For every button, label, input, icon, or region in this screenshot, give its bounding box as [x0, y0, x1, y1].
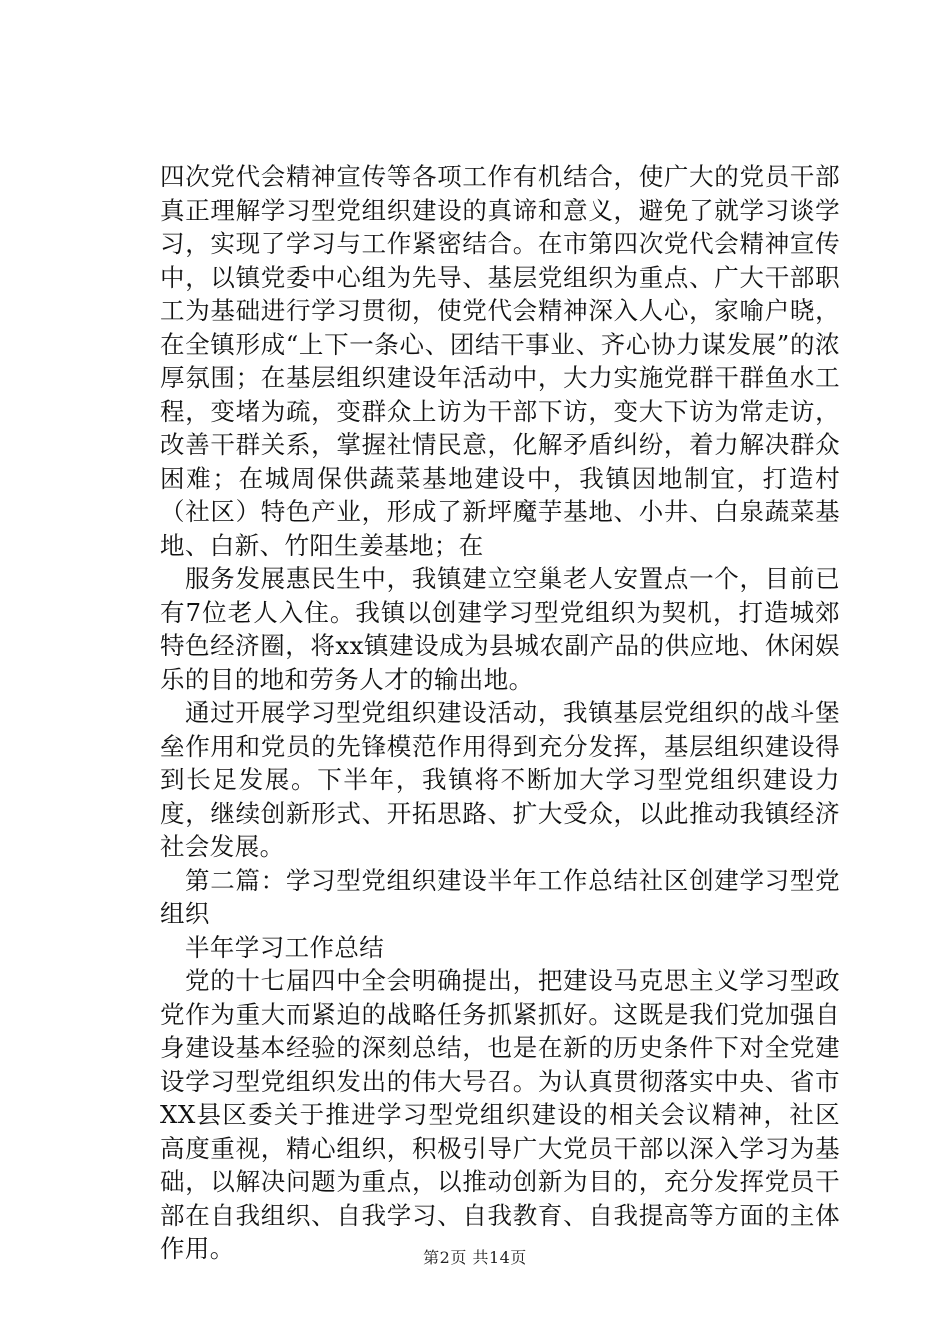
section-subtitle: 半年学习工作总结: [185, 932, 385, 962]
paragraph-1: 四次党代会精神宣传等各项工作有机结合，使广大的党员干部真正理解学习型党组织建设的真谛和意义，避免了就学习谈学习，实现了学习与工作紧密结合。在市第四次党代会精神宣传中，以镇党委中心组为先导、基层党组织为重点、广大干部职工为基础进行学习贯彻，使党代会精神深入人心，家喻户晓，在全镇形成“上下一条心、团结干事业、齐心协力谋发展”的浓厚氛围；在基层组织建设年活动中，大力实施党群干群鱼水工程，变堵为疏，变群众上访为干部下访，变大下访为常走访，改善干群关系，掌握社情民意，化解矛盾纠纷，着力解决群众困难；在城周保供蔬菜基地建设中，我镇因地制宜，打造村（社区）特色产业，形成了新坪魔芋基地、小井、白泉蔬菜基地、白新、竹阳生姜基地；在: [160, 162, 840, 560]
paragraph-3: 通过开展学习型党组织建设活动，我镇基层党组织的战斗堡垒作用和党员的先锋模范作用得到充分发挥，基层组织建设得到长足发展。下半年，我镇将不断加大学习型党组织建设力度，继续创新形式、开拓思路、扩大受众，以此推动我镇经济社会发展。: [160, 698, 840, 861]
document-body: [160, 160, 840, 1266]
section-heading: 第二篇：学习型党组织建设半年工作总结社区创建学习型党组织: [160, 865, 840, 928]
paragraph-6: 党的十七届四中全会明确提出，把建设马克思主义学习型政党作为重大而紧迫的战略任务抓紧抓好。这既是我们党加强自身建设基本经验的深刻总结，也是在新的历史条件下对全党建设学习型党组织发出的伟大号召。为认真贯彻落实中央、省市XX县区委关于推进学习型党组织建设的相关会议精神，社区高度重视，精心组织，积极引导广大党员干部以深入学习为基础，以解决问题为重点，以推动创新为目的，充分发挥党员干部在自我组织、自我学习、自我教育、自我提高等方面的主体作用。: [160, 966, 840, 1263]
paragraph-2: 服务发展惠民生中，我镇建立空巢老人安置点一个，目前已有7位老人入住。我镇以创建学习型党组织为契机，打造城郊特色经济圈，将xx镇建设成为县城农副产品的供应地、休闲娱乐的目的地和劳务人才的输出地。: [160, 564, 840, 694]
page-number-footer: 第2页 共14页: [423, 1248, 527, 1267]
